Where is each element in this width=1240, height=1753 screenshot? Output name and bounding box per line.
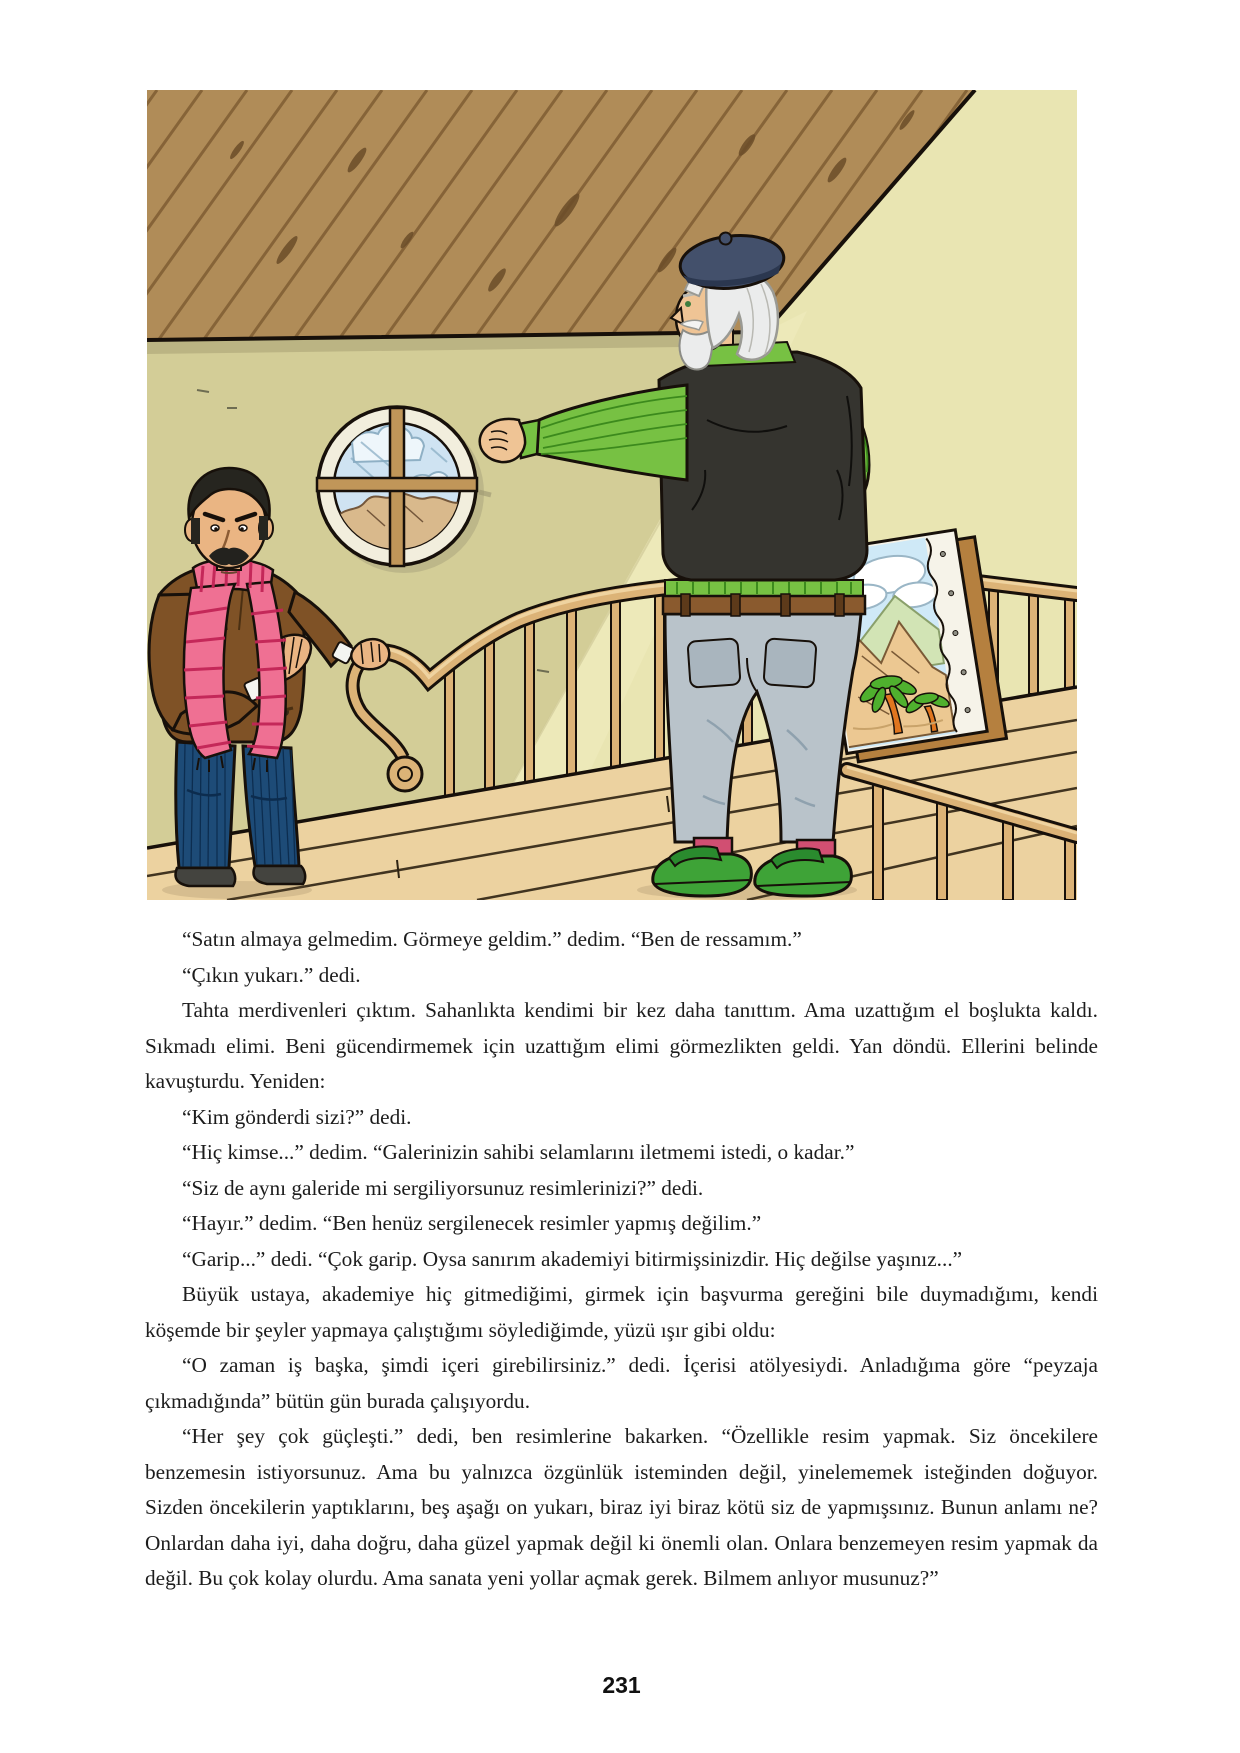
story-paragraph: Tahta merdivenleri çıktım. Sahanlıkta kendimi bir kez daha tanıttım. Ama uzattığım el boşlukta kaldı. Sıkmadı elimi. Beni gücendirmemek için uzattığım elimi görmezlikten geldi. Yan döndü. Ellerini belinde kavuşturdu. Yeniden: <box>145 998 1098 1093</box>
story-paragraph: “Siz de aynı galeride mi sergiliyorsunuz resimlerinizi?” dedi. <box>182 1175 704 1200</box>
story-text <box>145 922 1098 1597</box>
story-paragraph: “Garip...” dedi. “Çok garip. Oysa sanırım akademiyi bitirmişsinizdir. Hiç değilse yaşınız...” <box>182 1246 963 1271</box>
story-paragraph: “O zaman iş başka, şimdi içeri girebilirsiniz.” dedi. İçerisi atölyesiydi. Anladığıma göre “peyzaja çıkmadığında” bütün gün burada çalışıyordu. <box>145 1353 1098 1413</box>
story-paragraph: “Kim gönderdi sizi?” dedi. <box>182 1104 412 1129</box>
story-paragraph: “Hiç kimse...” dedim. “Galerinizin sahibi selamlarını iletmemi istedi, o kadar.” <box>182 1140 855 1164</box>
story-paragraph: “Hayır.” dedim. “Ben henüz sergilenecek resimler yapmış değilim.” <box>182 1211 762 1235</box>
story-paragraph: Büyük ustaya, akademiye hiç gitmediğimi, girmek için başvurma gereğini bile duymadığımı, kendi köşemde bir şeyler yapmaya çalıştığımı söylediğimde, yüzü ışır gibi oldu: <box>145 1282 1098 1342</box>
story-paragraph: “Çıkın yukarı.” dedi. <box>182 962 361 987</box>
page-number: 231 <box>602 1672 641 1698</box>
story-illustration <box>147 90 1077 900</box>
story-paragraph: “Her şey çok güçleşti.” dedi, ben resimlerine bakarken. “Özellikle resim yapmak. Siz öncekilere benzemesin istiyorsunuz. Ama bu yalnızca özgünlük isteminden değil, yinelememek isteğinden doğuyor. Sizden öncekilerin yaptıklarını, beş aşağı on yukarı, biraz iyi biraz kötü siz de yapmışsınız. Bunun anlamı ne? Onlardan daha iyi, daha doğru, daha güzel yapmak değil ki önemli olan. Onlara benzemeyen resim yapmak da değil. Bu çok kolay olurdu. Ama sanata yeni yollar açmak gerek. Bilmem anlıyor musunuz?” <box>145 1424 1098 1590</box>
story-paragraph: “Satın almaya gelmedim. Görmeye geldim.” dedim. “Ben de ressamım.” <box>182 927 802 951</box>
